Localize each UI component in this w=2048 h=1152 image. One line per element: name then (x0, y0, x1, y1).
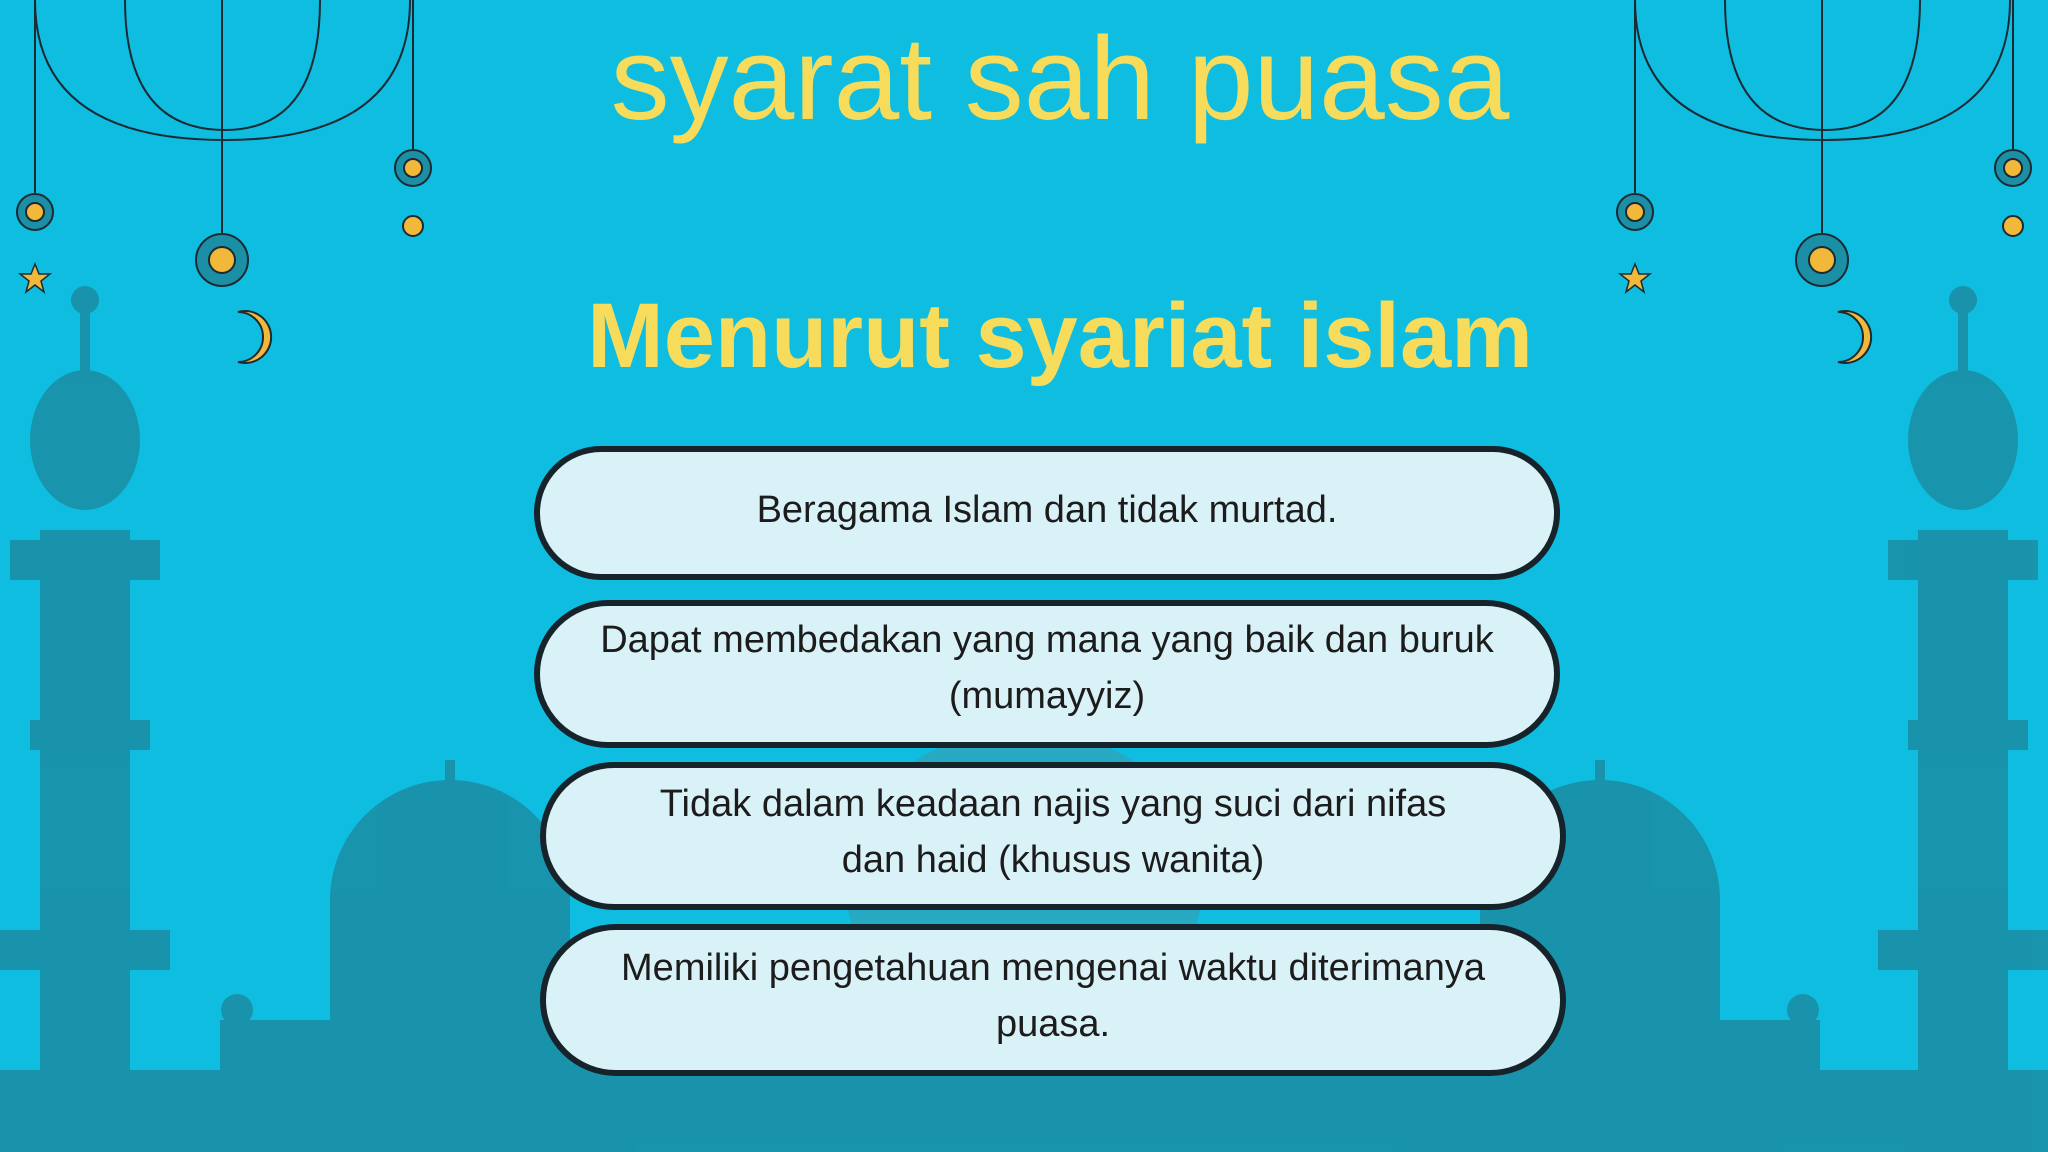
condition-item-1 (534, 446, 1560, 580)
hanging-ornaments-right (1635, 0, 2013, 240)
condition-text: Tidak dalam keadaan najis yang suci dari nifas dan haid (khusus wanita) (659, 783, 1447, 881)
condition-text: Memiliki pengetahuan mengenai waktu diterimanya puasa. (621, 947, 1485, 1045)
condition-text: Dapat membedakan yang mana yang baik dan buruk (mumayyiz) (600, 619, 1494, 717)
page-subtitle: Menurut syariat islam (587, 285, 1533, 387)
condition-item-2 (534, 600, 1560, 748)
hanging-ornaments-left (35, 0, 413, 240)
lantern-icon (17, 150, 2031, 286)
condition-text: Beragama Islam dan tidak murtad. (756, 489, 1338, 531)
condition-item-4 (540, 924, 1566, 1076)
page-title: syarat sah puasa (610, 13, 1510, 145)
condition-item-3 (540, 762, 1566, 910)
